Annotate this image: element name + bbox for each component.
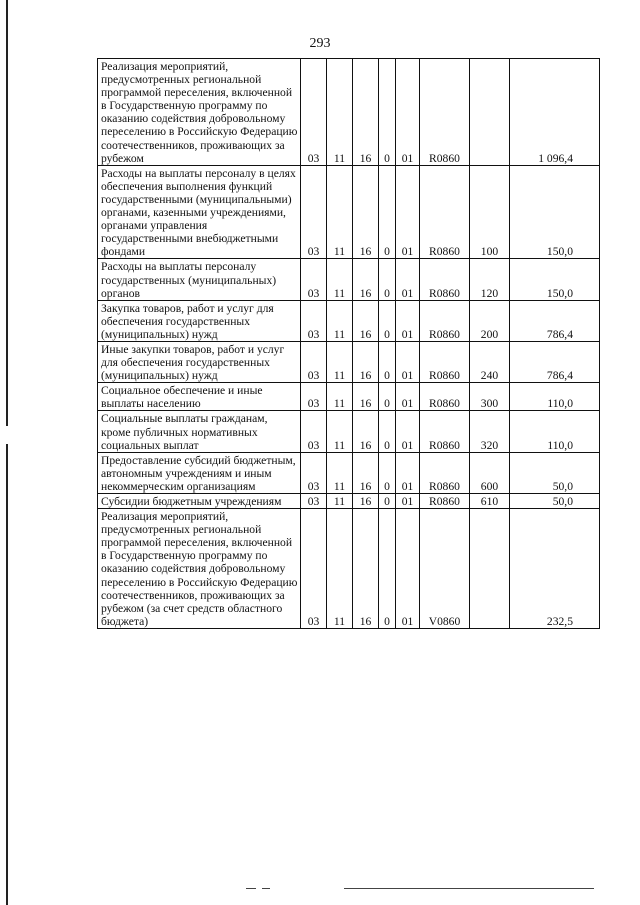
scan-mark (262, 888, 270, 889)
scan-mark (246, 888, 256, 889)
row-expense-type-code: 320 (470, 411, 510, 452)
row-subprogram-code: 0 (379, 383, 396, 411)
row-expense-type-code (470, 59, 510, 166)
row-subsection-code: 11 (327, 341, 353, 382)
row-program-code: 16 (353, 383, 379, 411)
table-row (98, 341, 600, 382)
table-row (98, 383, 600, 411)
row-amount: 50,0 (510, 452, 600, 493)
row-amount: 232,5 (510, 509, 600, 629)
row-subsection-code: 11 (327, 411, 353, 452)
row-name-cell: Социальные выплаты гражданам, кроме публичных нормативных социальных выплат (98, 411, 301, 452)
row-name-cell: Закупка товаров, работ и услуг для обеспечения государственных (муниципальных) нужд (98, 300, 301, 341)
row-section-code: 03 (301, 300, 327, 341)
row-section-code: 03 (301, 165, 327, 259)
row-name-cell: Расходы на выплаты персоналу в целях обеспечения выполнения функций государственными (муниципальными) органами, казенными учреждениями, органами управления государственными внебюджетными фондами (98, 165, 301, 259)
row-expense-type-code: 610 (470, 494, 510, 509)
row-expense-type-code: 200 (470, 300, 510, 341)
row-section-code: 03 (301, 59, 327, 166)
left-margin-rule (6, 0, 8, 905)
row-amount: 786,4 (510, 300, 600, 341)
row-program-code: 16 (353, 509, 379, 629)
table-row (98, 452, 600, 493)
table-row (98, 59, 600, 166)
row-amount: 150,0 (510, 259, 600, 300)
row-direction-code: V0860 (420, 509, 470, 629)
row-name-cell: Социальное обеспечение и иные выплаты населению (98, 383, 301, 411)
row-expense-type-code: 100 (470, 165, 510, 259)
row-amount: 110,0 (510, 383, 600, 411)
table-row (98, 411, 600, 452)
row-subsection-code: 11 (327, 59, 353, 166)
row-expense-type-code: 300 (470, 383, 510, 411)
row-expense-type-code: 600 (470, 452, 510, 493)
row-direction-code: R0860 (420, 494, 470, 509)
row-amount: 110,0 (510, 411, 600, 452)
row-direction-code: R0860 (420, 59, 470, 166)
table-body (98, 59, 600, 629)
table-row (98, 494, 600, 509)
row-subprogram-code: 0 (379, 411, 396, 452)
row-program-code: 16 (353, 59, 379, 166)
row-section-code: 03 (301, 509, 327, 629)
row-subprogram-code: 0 (379, 259, 396, 300)
row-subsection-code: 11 (327, 165, 353, 259)
row-measure-code: 01 (396, 341, 420, 382)
row-expense-type-code (470, 509, 510, 629)
row-subsection-code: 11 (327, 494, 353, 509)
row-direction-code: R0860 (420, 300, 470, 341)
row-name-cell: Расходы на выплаты персоналу государственных (муниципальных) органов (98, 259, 301, 300)
row-expense-type-code: 240 (470, 341, 510, 382)
scan-mark (344, 888, 594, 889)
table-row (98, 259, 600, 300)
row-measure-code: 01 (396, 59, 420, 166)
row-name-cell: Реализация мероприятий, предусмотренных региональной программой переселения, включенной в Государственную программу по оказанию содействия добровольному переселению в Российскую Федерацию соотечественников, проживающих за рубежом (за счет средств областного бюджета) (98, 509, 301, 629)
row-direction-code: R0860 (420, 411, 470, 452)
row-name-cell: Субсидии бюджетным учреждениям (98, 494, 301, 509)
row-measure-code: 01 (396, 411, 420, 452)
row-program-code: 16 (353, 411, 379, 452)
row-subprogram-code: 0 (379, 452, 396, 493)
row-measure-code: 01 (396, 494, 420, 509)
row-direction-code: R0860 (420, 452, 470, 493)
row-amount: 1 096,4 (510, 59, 600, 166)
budget-table (97, 58, 600, 629)
row-measure-code: 01 (396, 509, 420, 629)
row-amount: 50,0 (510, 494, 600, 509)
row-section-code: 03 (301, 452, 327, 493)
row-measure-code: 01 (396, 452, 420, 493)
row-subprogram-code: 0 (379, 59, 396, 166)
row-subprogram-code: 0 (379, 165, 396, 259)
row-amount: 150,0 (510, 165, 600, 259)
row-program-code: 16 (353, 259, 379, 300)
row-subprogram-code: 0 (379, 509, 396, 629)
row-subsection-code: 11 (327, 300, 353, 341)
row-program-code: 16 (353, 452, 379, 493)
table-row (98, 165, 600, 259)
row-program-code: 16 (353, 165, 379, 259)
row-name-cell: Иные закупки товаров, работ и услуг для обеспечения государственных (муниципальных) нужд (98, 341, 301, 382)
row-program-code: 16 (353, 300, 379, 341)
row-expense-type-code: 120 (470, 259, 510, 300)
row-measure-code: 01 (396, 383, 420, 411)
row-section-code: 03 (301, 494, 327, 509)
page-number: 293 (309, 36, 331, 51)
row-subsection-code: 11 (327, 259, 353, 300)
row-section-code: 03 (301, 411, 327, 452)
row-measure-code: 01 (396, 300, 420, 341)
left-margin-rule-gap (4, 426, 10, 444)
table-row (98, 300, 600, 341)
row-section-code: 03 (301, 341, 327, 382)
table-row (98, 509, 600, 629)
row-direction-code: R0860 (420, 341, 470, 382)
row-subsection-code: 11 (327, 509, 353, 629)
row-name-cell: Предоставление субсидий бюджетным, автономным учреждениям и иным некоммерческим организациям (98, 452, 301, 493)
row-subprogram-code: 0 (379, 341, 396, 382)
row-subsection-code: 11 (327, 452, 353, 493)
row-subsection-code: 11 (327, 383, 353, 411)
row-section-code: 03 (301, 259, 327, 300)
row-direction-code: R0860 (420, 165, 470, 259)
row-section-code: 03 (301, 383, 327, 411)
row-direction-code: R0860 (420, 383, 470, 411)
row-amount: 786,4 (510, 341, 600, 382)
row-subprogram-code: 0 (379, 300, 396, 341)
row-subprogram-code: 0 (379, 494, 396, 509)
row-direction-code: R0860 (420, 259, 470, 300)
row-measure-code: 01 (396, 165, 420, 259)
row-name-cell: Реализация мероприятий, предусмотренных региональной программой переселения, включенной в Государственную программу по оказанию содействия добровольному переселению в Российскую Федерацию соотечественников, проживающих за рубежом (98, 59, 301, 166)
row-measure-code: 01 (396, 259, 420, 300)
row-program-code: 16 (353, 494, 379, 509)
row-program-code: 16 (353, 341, 379, 382)
